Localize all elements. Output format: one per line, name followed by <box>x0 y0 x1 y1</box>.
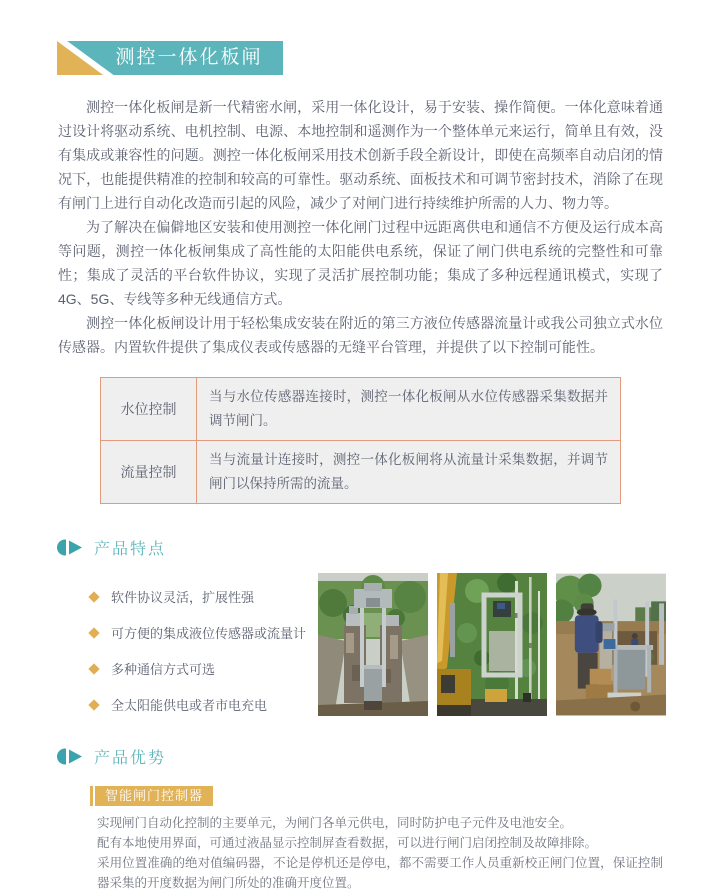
intro-paragraph-1: 测控一体化板闸是新一代精密水闸，采用一体化设计，易于安装、操作简便。一体化意味着通过设计将驱动系统、电机控制、电源、本地控制和遥测作为一个整体单元来运行，简单且有效，没有集成或兼容性的问题。测控一体化板闸采用技术创新手段全新设计，即使在高频率自动启闭的情况下，也能提供精准的控制和较高的可靠性。驱动系统、面板技术和可调节密封技术，消除了在现有闸门上进行自动化改造而引起的风险，减少了对闸门进行持续维护所需的人力、物力等。 <box>58 99 663 211</box>
feature-item-label: 软件协议灵活，扩展性强 <box>111 590 255 605</box>
table-cell-flow-label: 流量控制 <box>101 441 197 503</box>
photo-crane-lifting-gate <box>437 573 547 716</box>
title-banner <box>57 41 283 75</box>
diamond-bullet-icon <box>88 699 99 710</box>
features-section-header <box>57 536 720 559</box>
page-title: 测控一体化板闸 <box>115 47 263 68</box>
features-body <box>90 573 663 731</box>
intro-paragraph-3: 测控一体化板闸设计用于轻松集成安装在附近的第三方液位传感器流量计或我公司独立式水位传感器。内置软件提供了集成仪表或传感器的无缝平台管理，并提供了以下控制可能性。 <box>58 315 663 355</box>
features-list <box>90 573 318 731</box>
advantage-line-1: 实现闸门自动化控制的主要单元，为闸门各单元供电，同时防护电子元件及电池安全。 <box>97 816 573 830</box>
control-table <box>100 377 621 504</box>
label-accent-bar <box>90 786 93 806</box>
feature-list-item <box>90 659 318 678</box>
intro-section <box>58 95 663 359</box>
subsection-label-row <box>90 786 720 806</box>
advantages-section-title: 产品优势 <box>94 750 167 767</box>
feature-list-item <box>90 623 318 642</box>
product-document-page <box>0 41 720 890</box>
table-cell-flow-desc: 当与流量计连接时，测控一体化板闸将从流量计采集数据，并调节闸门以保持所需的流量。 <box>197 441 620 503</box>
table-cell-water-level-desc: 当与水位传感器连接时，测控一体化板闸从水位传感器采集数据并调节闸门。 <box>197 378 620 441</box>
feature-item-label: 可方便的集成液位传感器或流量计 <box>111 626 307 641</box>
product-photo-strip <box>318 573 666 731</box>
feature-list-item <box>90 695 318 714</box>
diamond-bullet-icon <box>88 591 99 602</box>
photo-installed-gate <box>318 573 428 716</box>
features-section-title: 产品特点 <box>94 541 167 558</box>
advantages-section-header <box>57 745 720 768</box>
photo-site-installation <box>556 573 666 716</box>
feature-item-label: 多种通信方式可选 <box>111 662 216 677</box>
advantages-text <box>97 813 663 893</box>
feature-list-item <box>90 587 318 606</box>
smart-controller-label: 智能闸门控制器 <box>95 786 213 806</box>
diamond-bullet-icon <box>88 627 99 638</box>
diamond-bullet-icon <box>88 663 99 674</box>
advantage-line-3: 采用位置准确的绝对值编码器，不论是停机还是停电，都不需要工作人员重新校正闸门位置，保证控制器采集的开度数据为闸门所处的准确开度位置。 <box>97 856 663 890</box>
feature-item-label: 全太阳能供电或者市电充电 <box>111 698 268 713</box>
circle-arrow-icon <box>57 537 85 558</box>
circle-arrow-icon <box>57 746 85 767</box>
table-cell-water-level-label: 水位控制 <box>101 378 197 441</box>
intro-paragraph-2: 为了解决在偏僻地区安装和使用测控一体化闸门过程中远距离供电和通信不方便及运行成本高等问题，测控一体化板闸集成了高性能的太阳能供电系统，保证了闸门供电系统的完整性和可靠性；集成了灵活的平台软件协议，实现了灵活扩展控制功能；集成了多种远程通讯模式，实现了4G、5G、专线等多种无线通信方式。 <box>58 219 663 307</box>
advantage-line-2: 配有本地使用界面，可通过液晶显示控制屏查看数据，可以进行闸门启闭控制及故障排除。 <box>97 836 598 850</box>
